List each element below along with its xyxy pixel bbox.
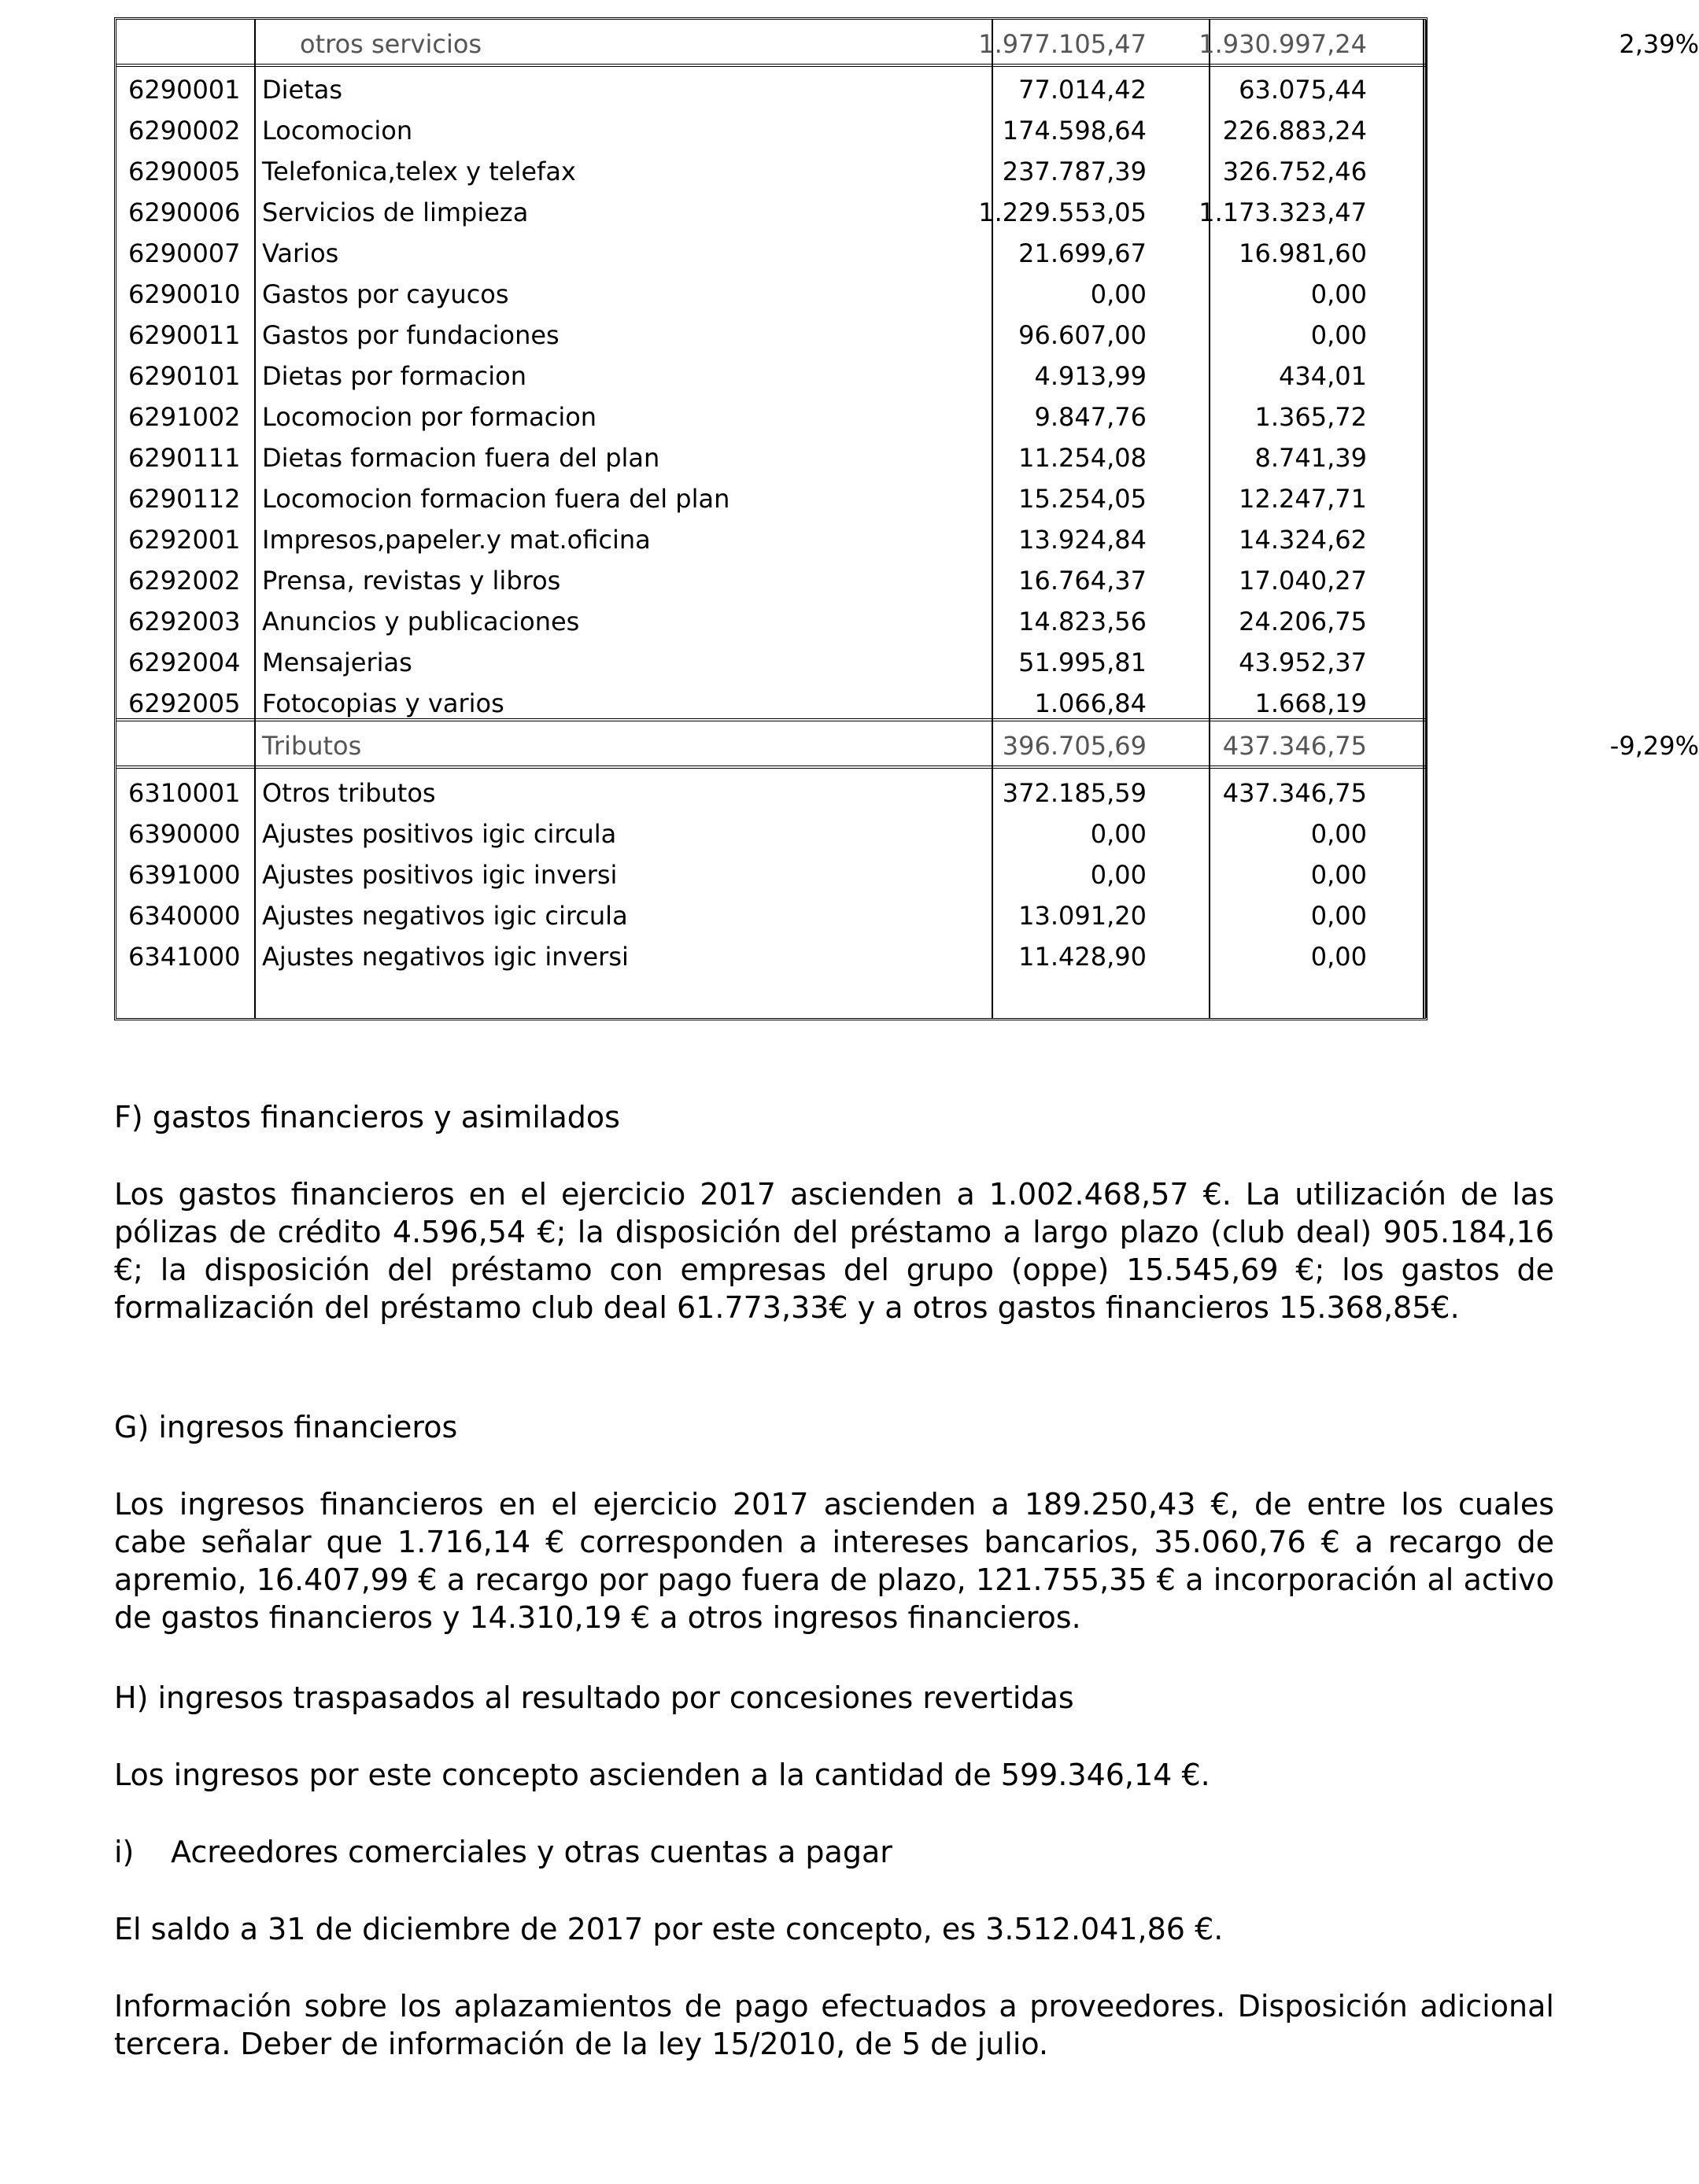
table-row <box>114 192 1688 233</box>
value-2016: 14.324,62 <box>1239 525 1367 555</box>
account-code: 6290101 <box>128 361 241 391</box>
account-description: Locomocion <box>262 116 413 146</box>
account-description: Varios <box>262 238 339 268</box>
table-row <box>114 813 1688 854</box>
table-row <box>114 233 1688 274</box>
account-code: 6310001 <box>128 778 241 808</box>
section-variation: 2,39% <box>1619 29 1699 59</box>
account-description: Dietas <box>262 75 343 105</box>
value-2016: 226.883,24 <box>1222 116 1367 146</box>
account-code: 6290006 <box>128 197 241 227</box>
value-2017: 372.185,59 <box>1002 778 1147 808</box>
account-code: 6341000 <box>128 942 241 972</box>
value-2016: 24.206,75 <box>1239 607 1367 636</box>
value-2017: 51.995,81 <box>1018 647 1147 677</box>
table-row <box>114 683 1688 724</box>
table-row <box>114 560 1688 601</box>
account-description: Mensajerias <box>262 647 412 677</box>
value-2016: 1.365,72 <box>1254 402 1367 432</box>
heading-g: G) ingresos financieros <box>114 1410 458 1444</box>
value-2016: 434,01 <box>1279 361 1367 391</box>
account-description: Impresos,papeler.y mat.oficina <box>262 525 651 555</box>
value-2016: 1.173.323,47 <box>1199 197 1367 227</box>
account-code: 6390000 <box>128 819 241 849</box>
account-code: 6290005 <box>128 157 241 186</box>
table-row <box>114 397 1688 437</box>
section-total-2016: 1.930.997,24 <box>1199 29 1367 59</box>
paragraph-info: Información sobre los aplazamientos de pago efectuados a proveedores. Disposición adicional tercera. Deber de información de la ley 15/2010, de 5 de julio. <box>114 1989 1554 2061</box>
table-row <box>114 601 1688 642</box>
value-2016: 0,00 <box>1310 279 1367 309</box>
heading-h: H) ingresos traspasados al resultado por concesiones revertidas <box>114 1680 1074 1715</box>
value-2017: 9.847,76 <box>1034 402 1147 432</box>
value-2016: 63.075,44 <box>1239 75 1367 105</box>
account-description: Servicios de limpieza <box>262 197 529 227</box>
value-2016: 0,00 <box>1310 860 1367 890</box>
account-description: Telefonica,telex y telefax <box>262 157 576 186</box>
value-2017: 13.924,84 <box>1018 525 1147 555</box>
account-description: Locomocion por formacion <box>262 402 597 432</box>
account-description: Dietas por formacion <box>262 361 526 391</box>
table-row <box>114 356 1688 397</box>
table-row <box>114 895 1688 936</box>
section-variation: -9,29% <box>1609 731 1699 761</box>
value-2017: 11.254,08 <box>1018 443 1147 473</box>
account-code: 6290112 <box>128 484 241 514</box>
account-description: Prensa, revistas y libros <box>262 566 561 596</box>
table-row <box>114 151 1688 192</box>
value-2017: 13.091,20 <box>1018 901 1147 931</box>
account-description: Gastos por cayucos <box>262 279 509 309</box>
account-code: 6290011 <box>128 320 241 350</box>
heading-i <box>114 1833 892 1871</box>
paragraph-i: El saldo a 31 de diciembre de 2017 por este concepto, es 3.512.041,86 €. <box>114 1912 1224 1946</box>
paragraph-f: Los gastos financieros en el ejercicio 2017 ascienden a 1.002.468,57 €. La utilización de las pólizas de crédito 4.596,54 €; la disposición del préstamo a largo plazo (club deal) 905.184,16 €; la disposición del préstamo con empresas del grupo (oppe) 15.545,69 €; los gastos de formalización del préstamo club deal 61.773,33€ y a otros gastos financieros 15.368,85€. <box>114 1177 1554 1325</box>
section-variation-row <box>114 24 1699 65</box>
paragraph-h: Los ingresos por este concepto ascienden a la cantidad de 599.346,14 €. <box>114 1758 1210 1792</box>
table-row <box>114 519 1688 560</box>
value-2017: 77.014,42 <box>1018 75 1147 105</box>
value-2017: 11.428,90 <box>1018 942 1147 972</box>
section-label: otros servicios <box>300 29 482 59</box>
section-label: Tributos <box>262 731 362 761</box>
account-description: Otros tributos <box>262 778 436 808</box>
section-total-2017: 1.977.105,47 <box>978 29 1147 59</box>
heading-i-label: i) <box>114 1835 135 1869</box>
account-description: Dietas formacion fuera del plan <box>262 443 660 473</box>
table-row <box>114 274 1688 315</box>
account-code: 6291002 <box>128 402 241 432</box>
account-code: 6290111 <box>128 443 241 473</box>
value-2016: 437.346,75 <box>1222 778 1367 808</box>
table-row <box>114 315 1688 356</box>
heading-f: F) gastos financieros y asimilados <box>114 1100 620 1134</box>
account-description: Ajustes positivos igic circula <box>262 819 617 849</box>
table-row <box>114 936 1688 977</box>
value-2016: 1.668,19 <box>1254 688 1367 718</box>
account-code: 6340000 <box>128 901 241 931</box>
account-description: Ajustes positivos igic inversi <box>262 860 618 890</box>
account-code: 6292001 <box>128 525 241 555</box>
section-total-2017: 396.705,69 <box>1002 731 1147 761</box>
section-total-2016: 437.346,75 <box>1222 731 1367 761</box>
account-description: Locomocion formacion fuera del plan <box>262 484 730 514</box>
value-2017: 96.607,00 <box>1018 320 1147 350</box>
table-rows <box>114 17 1699 1040</box>
value-2016: 43.952,37 <box>1239 647 1367 677</box>
table-row <box>114 642 1688 683</box>
value-2017: 0,00 <box>1090 819 1147 849</box>
account-code: 6292005 <box>128 688 241 718</box>
value-2017: 1.066,84 <box>1034 688 1147 718</box>
value-2016: 0,00 <box>1310 901 1367 931</box>
value-2016: 17.040,27 <box>1239 566 1367 596</box>
heading-i-text: Acreedores comerciales y otras cuentas a pagar <box>171 1835 892 1869</box>
table-row <box>114 110 1688 151</box>
value-2017: 237.787,39 <box>1002 157 1147 186</box>
value-2016: 12.247,71 <box>1239 484 1367 514</box>
value-2017: 1.229.553,05 <box>978 197 1147 227</box>
value-2016: 326.752,46 <box>1222 157 1367 186</box>
account-description: Fotocopias y varios <box>262 688 504 718</box>
value-2017: 21.699,67 <box>1018 238 1147 268</box>
account-description: Anuncios y publicaciones <box>262 607 580 636</box>
account-description: Ajustes negativos igic circula <box>262 901 628 931</box>
table-row <box>114 773 1688 813</box>
account-code: 6292004 <box>128 647 241 677</box>
account-code: 6290007 <box>128 238 241 268</box>
value-2017: 0,00 <box>1090 860 1147 890</box>
account-description: Gastos por fundaciones <box>262 320 560 350</box>
table-row <box>114 854 1688 895</box>
value-2017: 15.254,05 <box>1018 484 1147 514</box>
account-code: 6290010 <box>128 279 241 309</box>
account-code: 6290002 <box>128 116 241 146</box>
value-2017: 14.823,56 <box>1018 607 1147 636</box>
value-2017: 0,00 <box>1090 279 1147 309</box>
value-2017: 16.764,37 <box>1018 566 1147 596</box>
paragraph-g: Los ingresos financieros en el ejercicio 2017 ascienden a 189.250,43 €, de entre los cuales cabe señalar que 1.716,14 € corresponden a intereses bancarios, 35.060,76 € a recargo de apremio, 16.407,99 € a recargo por pago fuera de plazo, 121.755,35 € a incorporación al activo de gastos financieros y 14.310,19 € a otros ingresos financieros. <box>114 1487 1554 1635</box>
account-code: 6292002 <box>128 566 241 596</box>
table-row <box>114 478 1688 519</box>
account-code: 6292003 <box>128 607 241 636</box>
table-row <box>114 69 1688 110</box>
section-variation-row <box>114 725 1699 766</box>
value-2016: 0,00 <box>1310 819 1367 849</box>
value-2016: 0,00 <box>1310 942 1367 972</box>
account-code: 6391000 <box>128 860 241 890</box>
value-2016: 16.981,60 <box>1239 238 1367 268</box>
value-2017: 174.598,64 <box>1002 116 1147 146</box>
table-row <box>114 437 1688 478</box>
value-2016: 8.741,39 <box>1254 443 1367 473</box>
account-description: Ajustes negativos igic inversi <box>262 942 629 972</box>
value-2016: 0,00 <box>1310 320 1367 350</box>
account-code: 6290001 <box>128 75 241 105</box>
value-2017: 4.913,99 <box>1034 361 1147 391</box>
